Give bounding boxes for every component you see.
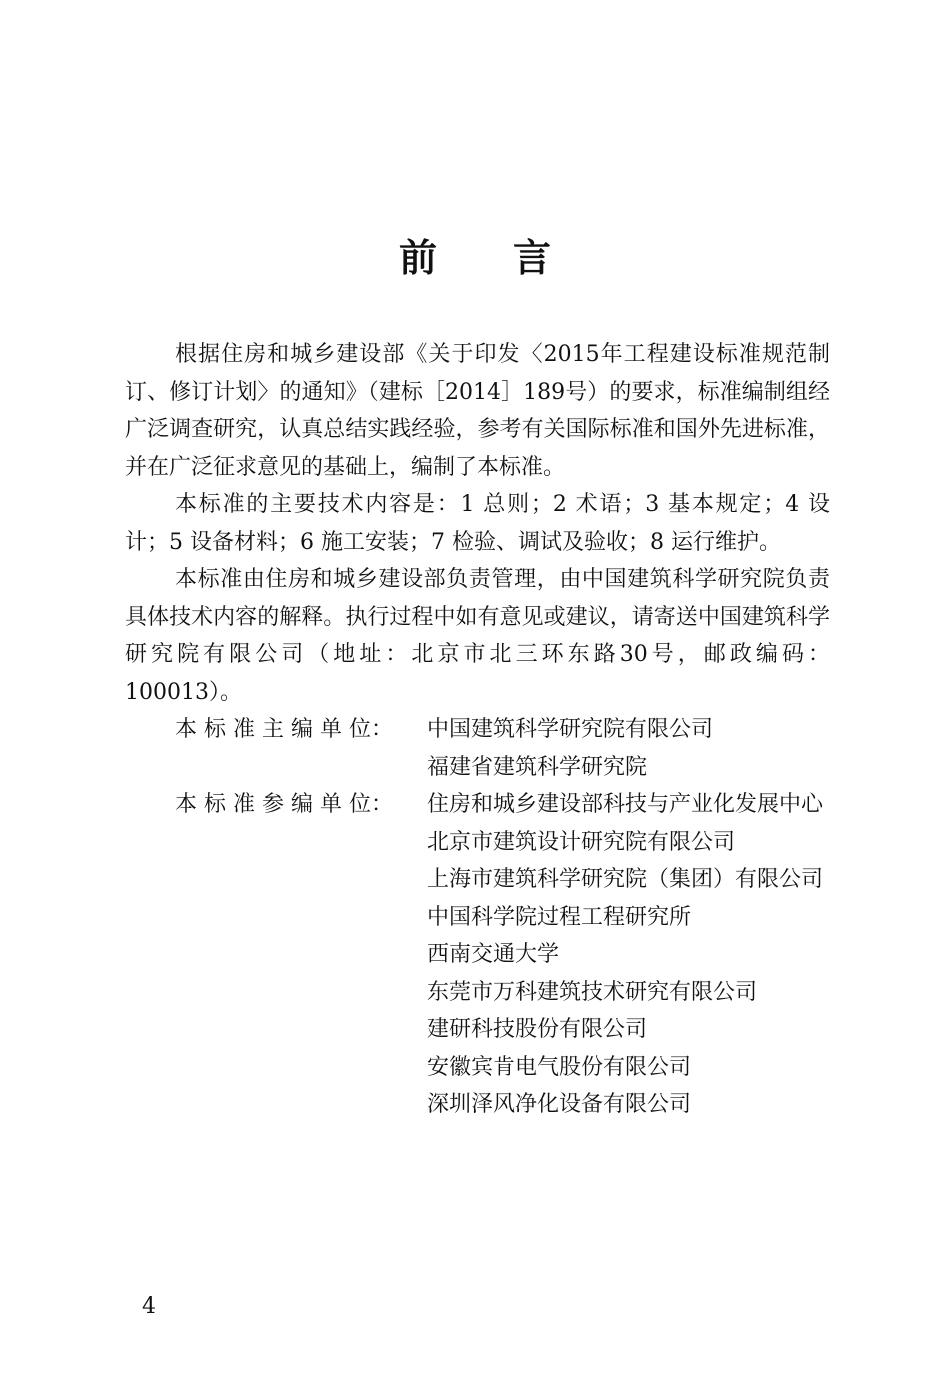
page-title: 前言	[398, 235, 627, 280]
participating-unit-item: 深圳泽风净化设备有限公司	[427, 1092, 692, 1117]
chief-unit-item: 福建省建筑科学研究院	[427, 754, 648, 780]
chief-units-label: 本 标 准 主 编 单 位：	[175, 717, 393, 742]
page-body	[125, 336, 830, 1124]
participating-unit-item: 中国科学院过程工程研究所	[427, 904, 692, 930]
participating-unit-item: 北京市建筑设计研究院有限公司	[427, 829, 736, 855]
chief-units-list	[427, 711, 830, 786]
paragraph-main-content: 本标准的主要技术内容是：1 总则；2 术语；3 基本规定；4 设计；5 设备材料；6 施工安装；7 检验、调试及验收；8 运行维护。	[125, 492, 830, 555]
participating-unit-item: 住房和城乡建设部科技与产业化发展中心	[427, 792, 824, 817]
chief-units-block	[125, 711, 830, 786]
participating-units-label: 本 标 准 参 编 单 位：	[175, 792, 393, 817]
participating-unit-item: 建研科技股份有限公司	[427, 1017, 648, 1042]
page-number: 4	[142, 1294, 156, 1319]
paragraph-management: 本标准由住房和城乡建设部负责管理，由中国建筑科学研究院负责具体技术内容的解释。执行过程中如有意见或建议，请寄送中国建筑科学研究院有限公司（地址：北京市北三环东路30号，邮政编码：100013）。	[125, 567, 830, 705]
participating-unit-item: 上海市建筑科学研究院（集团）有限公司	[427, 867, 824, 892]
participating-unit-item: 西南交通大学	[427, 942, 560, 967]
participating-unit-item: 东莞市万科建筑技术研究有限公司	[427, 979, 758, 1005]
chief-unit-item: 中国建筑科学研究院有限公司	[427, 717, 714, 742]
participating-units-block	[125, 786, 830, 1124]
paragraph-basis: 根据住房和城乡建设部《关于印发〈2015年工程建设标准规范制订、修订计划〉的通知》（建标［2014］189号）的要求，标准编制组经广泛调查研究，认真总结实践经验，参考有关国际标准和国外先进标准，并在广泛征求意见的基础上，编制了本标准。	[125, 342, 830, 480]
participating-unit-item: 安徽宾肯电气股份有限公司	[427, 1054, 692, 1080]
participating-units-list	[427, 786, 830, 1124]
